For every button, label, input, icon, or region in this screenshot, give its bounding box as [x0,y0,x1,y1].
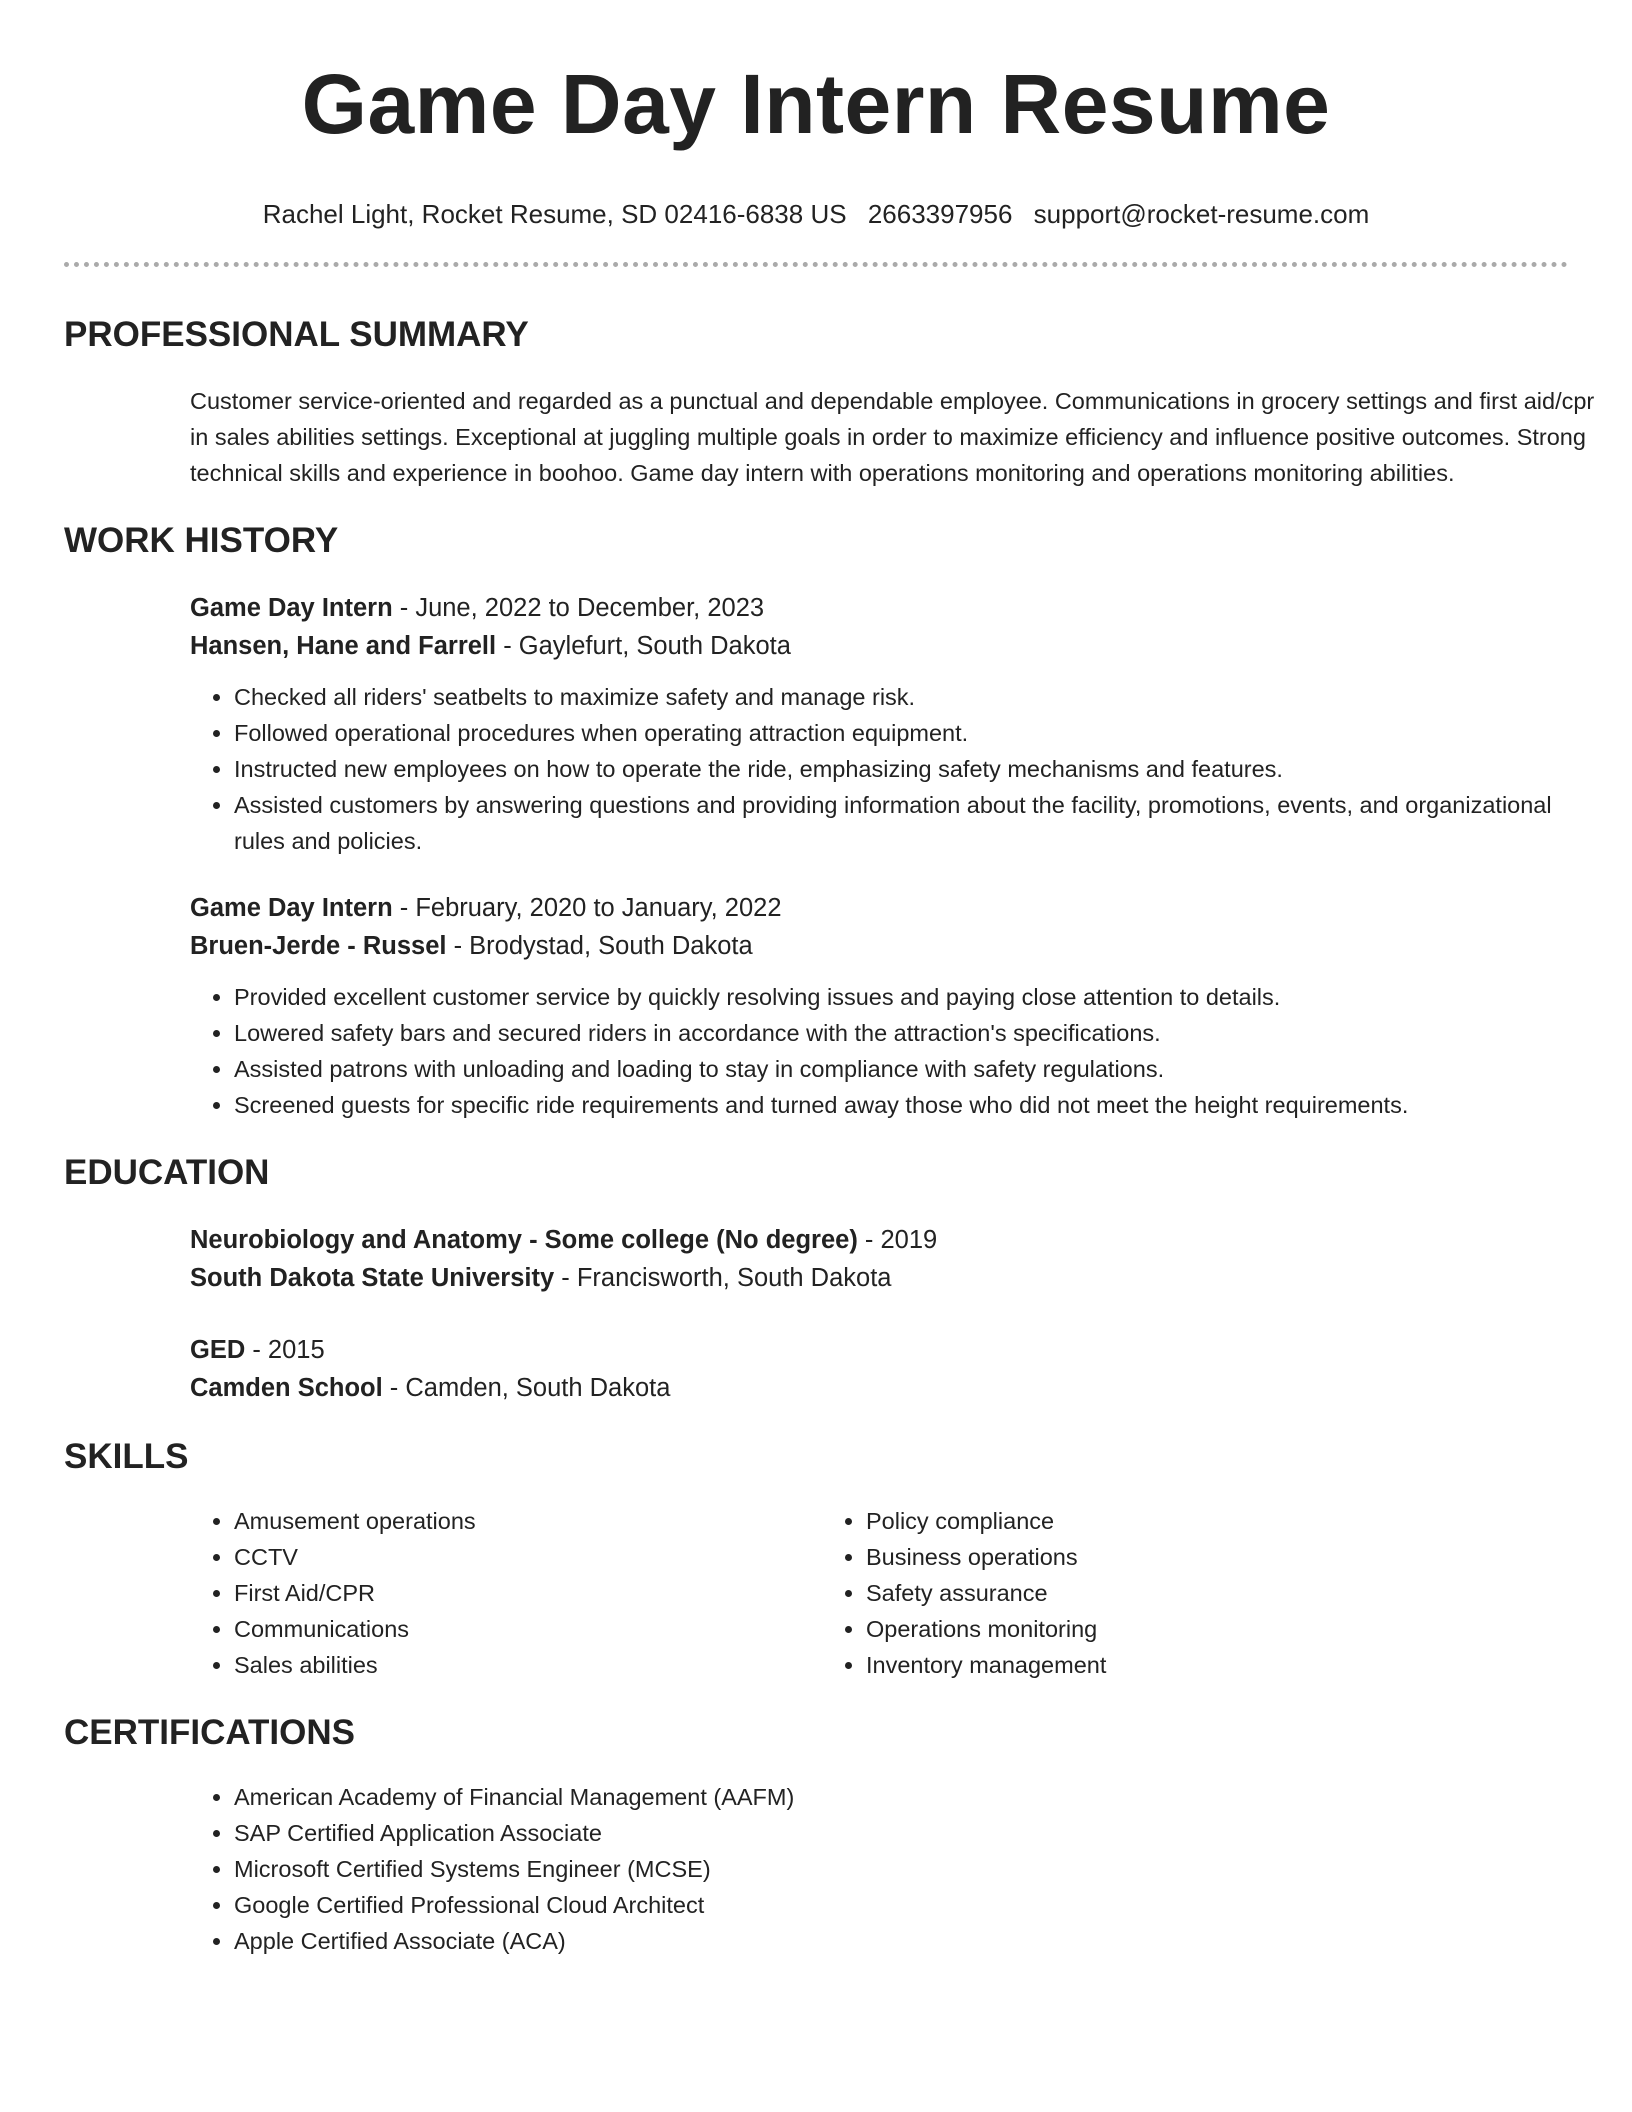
education-location: - Camden, South Dakota [382,1374,671,1402]
job-dates: - June, 2022 to December, 2023 [392,594,765,622]
certification-item: • SAP Certified Application Associate [234,1815,1568,1851]
skills-heading: SKILLS [64,1437,189,1476]
job-company: Hansen, Hane and Farrell [190,632,497,660]
education-entry [190,1221,1568,1297]
education-school: Camden School [190,1374,383,1402]
education-location: - Francisworth, South Dakota [554,1264,892,1292]
skill-item: • Business operations [866,1539,1422,1575]
job-company-line [190,627,1568,665]
resume-title: Game Day Intern Resume [301,57,1331,151]
education-degree: GED [190,1336,246,1364]
education-school-line [190,1259,1568,1297]
education-year: - 2015 [245,1336,325,1364]
job-bullet: • Lowered safety bars and secured riders in accordance with the attraction's specifications. [234,1015,1574,1051]
skill-item: • Communications [234,1611,822,1647]
job-entry [190,589,1568,859]
job-bullet: • Followed operational procedures when operating attraction equipment. [234,715,1574,751]
education-entry [190,1331,1568,1407]
skill-item: • Safety assurance [866,1575,1422,1611]
summary-text: Customer service-oriented and regarded as a punctual and dependable employee. Communications in grocery settings and first aid/cpr in sales abilities settings. Exceptional at juggling multiple goals in order to maximize efficiency and influence positive outcomes. Strong technical skills and experience in boohoo. Game day intern with operations monitoring and operations monitoring abilities. [190,388,1595,486]
education-heading: EDUCATION [64,1153,270,1192]
job-title: Game Day Intern [190,894,393,922]
certification-item: • Google Certified Professional Cloud Architect [234,1887,1568,1923]
job-bullets [190,679,1574,859]
job-bullet: • Assisted patrons with unloading and loading to stay in compliance with safety regulations. [234,1051,1574,1087]
contact-email: support@rocket-resume.com [1033,199,1370,229]
job-location: - Gaylefurt, South Dakota [496,632,791,660]
job-company: Bruen-Jerde - Russel [190,932,447,960]
skill-item: • Operations monitoring [866,1611,1422,1647]
skills-column [822,1503,1422,1683]
contact-address: Rachel Light, Rocket Resume, SD 02416-6838 US [262,199,847,229]
job-entry [190,889,1568,1123]
skill-item: • Inventory management [866,1647,1422,1683]
job-bullet: • Screened guests for specific ride requirements and turned away those who did not meet the height requirements. [234,1087,1574,1123]
education-school: South Dakota State University [190,1264,555,1292]
work-history-heading: WORK HISTORY [64,521,339,560]
certifications-list [190,1779,1568,1959]
summary-heading: PROFESSIONAL SUMMARY [64,315,529,354]
job-bullet: • Checked all riders' seatbelts to maximize safety and manage risk. [234,679,1574,715]
skills-list [190,1503,1568,1683]
job-bullet: • Instructed new employees on how to operate the ride, emphasizing safety mechanisms and features. [234,751,1574,787]
certification-item: • American Academy of Financial Management (AAFM) [234,1779,1568,1815]
job-location: - Brodystad, South Dakota [446,932,753,960]
job-title-line [190,889,1568,927]
education-degree-line [190,1331,1568,1369]
job-bullet: • Assisted customers by answering questions and providing information about the facility, promotions, events, and organizational rules and policies. [234,787,1574,859]
job-title-line [190,589,1568,627]
job-title: Game Day Intern [190,594,393,622]
skill-item: • Amusement operations [234,1503,822,1539]
contact-phone: 2663397956 [867,199,1013,229]
contact-line [64,196,1568,232]
certification-item: • Apple Certified Associate (ACA) [234,1923,1568,1959]
job-dates: - February, 2020 to January, 2022 [392,894,782,922]
job-company-line [190,927,1568,965]
job-bullet: • Provided excellent customer service by quickly resolving issues and paying close attention to details. [234,979,1574,1015]
job-bullets [190,979,1574,1123]
skill-item: • Sales abilities [234,1647,822,1683]
skill-item: • CCTV [234,1539,822,1575]
education-school-line [190,1369,1568,1407]
education-year: - 2019 [857,1226,938,1254]
certification-item: • Microsoft Certified Systems Engineer (MCSE) [234,1851,1568,1887]
education-degree-line [190,1221,1568,1259]
skill-item: • First Aid/CPR [234,1575,822,1611]
header-divider [64,262,1568,267]
certifications-heading: CERTIFICATIONS [64,1713,356,1752]
skill-item: • Policy compliance [866,1503,1422,1539]
education-degree: Neurobiology and Anatomy - Some college (No degree) [190,1226,858,1254]
skills-column [190,1503,822,1683]
